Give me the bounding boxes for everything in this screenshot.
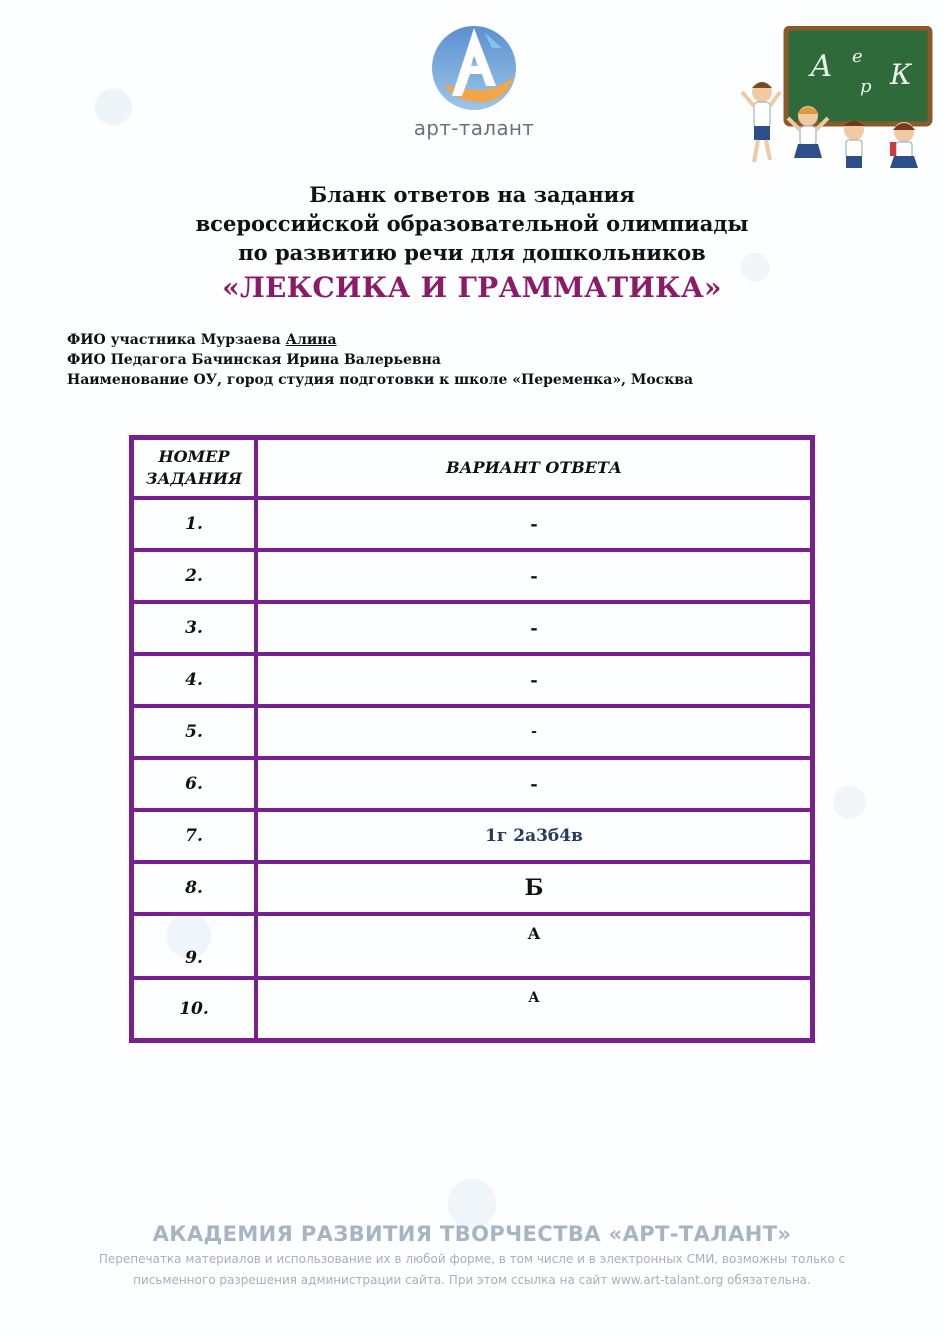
participant-label: ФИО участника xyxy=(67,332,196,348)
teacher-line: ФИО Педагога Бачинская Ирина Валерьевна xyxy=(67,352,441,368)
board-letter-4: К xyxy=(890,58,912,91)
child-figure-3 xyxy=(844,120,864,168)
logo-text: арт-талант xyxy=(413,116,535,140)
header-task-number: НОМЕР ЗАДАНИЯ xyxy=(132,438,256,498)
board-letter-2: е xyxy=(852,46,863,67)
child-figure-1 xyxy=(742,82,780,162)
table-row xyxy=(132,758,812,810)
task-answer: - xyxy=(256,654,812,706)
table-row xyxy=(132,978,812,1040)
task-number: 7. xyxy=(132,810,256,862)
title-line-1: Бланк ответов на задания xyxy=(309,182,635,207)
title-line-3: по развитию речи для дошкольников xyxy=(238,240,706,265)
art-talant-logo xyxy=(404,18,544,168)
footer-note-line-1: Перепечатка материалов и использование их в любой форме, в том числе и в электронных СМИ, возможны только с xyxy=(98,1252,846,1266)
task-answer: Б xyxy=(256,862,812,914)
table-row xyxy=(132,914,812,978)
participant-surname: Мурзаева xyxy=(200,332,281,348)
kids-chalkboard-illustration xyxy=(740,26,936,171)
footer-title: АКАДЕМИЯ РАЗВИТИЯ ТВОРЧЕСТВА «АРТ-ТАЛАНТ» xyxy=(152,1222,792,1246)
school-line: Наименование ОУ, город студия подготовки к школе «Переменка», Москва xyxy=(67,372,694,388)
table-row xyxy=(132,654,812,706)
task-number: 8. xyxy=(132,862,256,914)
task-answer: - xyxy=(256,758,812,810)
board-letter-1: А xyxy=(810,49,833,84)
table-row xyxy=(132,862,812,914)
document-title xyxy=(0,180,944,304)
page-footer xyxy=(0,1222,944,1288)
task-answer: - xyxy=(256,498,812,550)
task-number: 1. xyxy=(132,498,256,550)
header-answer: ВАРИАНТ ОТВЕТА xyxy=(256,438,812,498)
task-number: 10. xyxy=(132,978,256,1040)
task-number: 5. xyxy=(132,706,256,758)
task-number: 6. xyxy=(132,758,256,810)
footer-note-line-2: письменного разрешения администрации сайта. При этом ссылка на сайт www.art-talant.org обязательна. xyxy=(133,1273,811,1287)
title-line-2: всероссийской образовательной олимпиады xyxy=(195,211,749,236)
child-figure-4 xyxy=(890,122,918,168)
task-number: 9. xyxy=(132,914,256,978)
table-row xyxy=(132,706,812,758)
participant-name: Алина xyxy=(285,332,337,348)
task-answer: - xyxy=(256,706,812,758)
task-number: 4. xyxy=(132,654,256,706)
participant-line xyxy=(67,330,867,350)
answers-table xyxy=(129,435,815,1043)
table-header-row xyxy=(132,438,812,498)
task-number: 2. xyxy=(132,550,256,602)
art-talant-emblem-icon xyxy=(426,18,522,114)
participant-info xyxy=(67,330,867,390)
task-answer: А xyxy=(256,978,812,1040)
task-answer: А xyxy=(256,914,812,978)
table-row xyxy=(132,498,812,550)
task-answer: - xyxy=(256,602,812,654)
olympiad-name: «ЛЕКСИКА И ГРАММАТИКА» xyxy=(222,271,722,304)
task-number: 3. xyxy=(132,602,256,654)
table-row xyxy=(132,602,812,654)
task-answer: 1г 2а3б4в xyxy=(256,810,812,862)
table-row xyxy=(132,810,812,862)
table-row xyxy=(132,550,812,602)
board-letter-3: р xyxy=(860,76,872,97)
task-answer: - xyxy=(256,550,812,602)
